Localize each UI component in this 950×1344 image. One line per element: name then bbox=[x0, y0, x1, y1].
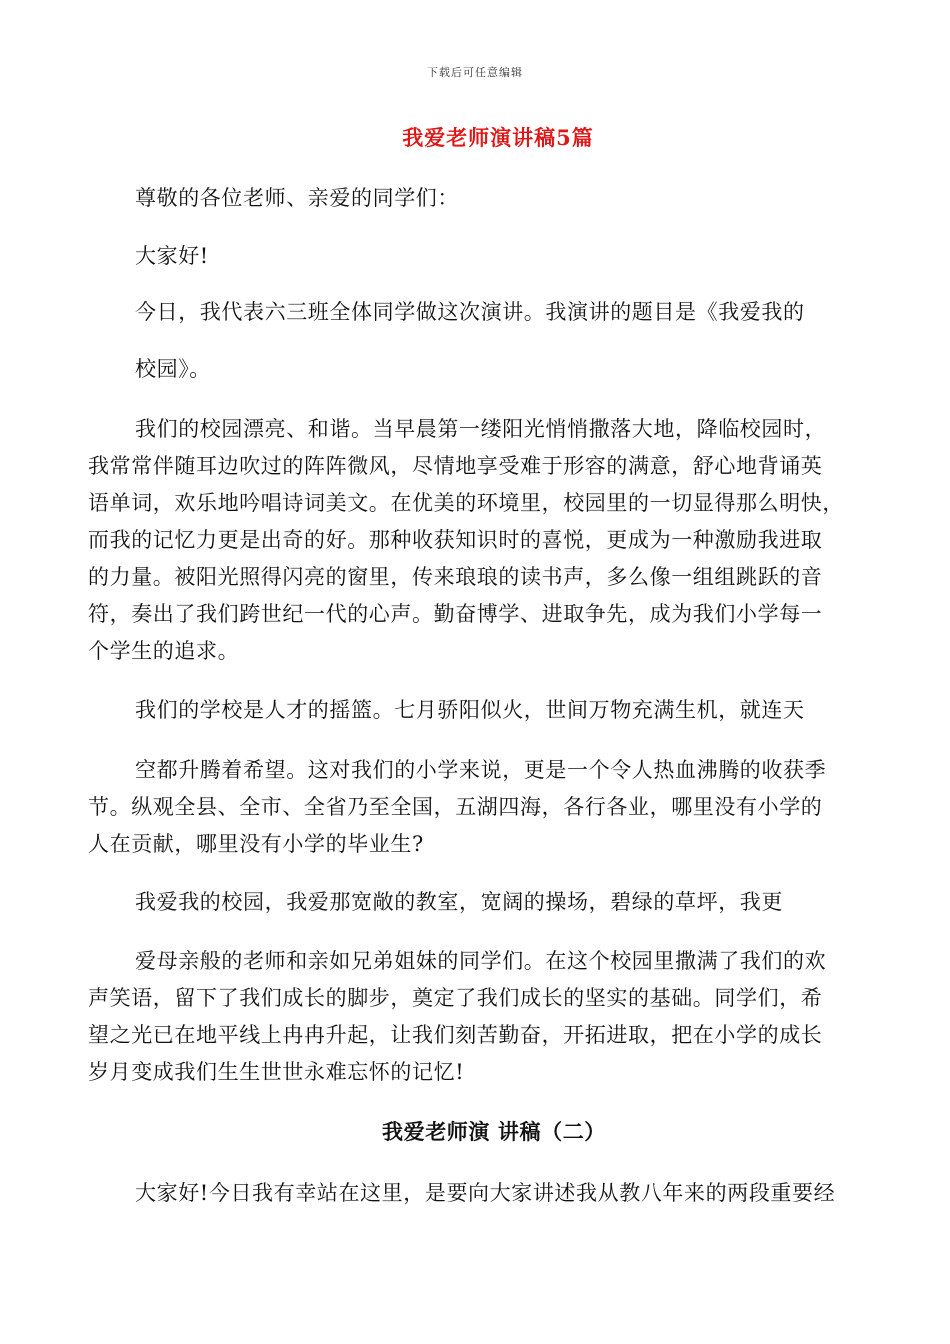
header-note: 下载后可任意编辑 bbox=[427, 66, 523, 79]
text-line: 的力量。被阳光照得闪亮的窗里，传来琅琅的读书声，多么像一组组跳跃的音 bbox=[88, 565, 823, 589]
text-line: 人在贡献，哪里没有小学的毕业生? bbox=[88, 832, 424, 856]
text-line: 语单词，欢乐地吟唱诗词美文。在优美的环境里，校园里的一切显得那么明快， bbox=[88, 491, 844, 515]
text-line: 今日，我代表六三班全体同学做这次演讲。我演讲的题目是《我爱我的 bbox=[135, 300, 805, 324]
section-subtitle: 我爱老师演 讲稿（二） bbox=[382, 1119, 606, 1144]
text-line: 而我的记忆力更是出奇的好。那种收获知识时的喜悦，更成为一种激励我进取 bbox=[88, 528, 823, 552]
text-line: 我们的学校是人才的摇篮。七月骄阳似火，世间万物充满生机，就连天 bbox=[135, 698, 805, 722]
text-line: 尊敬的各位老师、亲爱的同学们： bbox=[135, 186, 459, 210]
text-line: 空都升腾着希望。这对我们的小学来说，更是一个令人热血沸腾的收获季 bbox=[135, 758, 827, 782]
text-line: 符，奏出了我们跨世纪一代的心声。勤奋博学、进取争先，成为我们小学每一 bbox=[88, 602, 823, 626]
text-line: 校园》。 bbox=[135, 357, 211, 381]
text-line: 个学生的追求。 bbox=[88, 639, 240, 663]
text-line: 我爱我的校园，我爱那宽敞的教室，宽阔的操场，碧绿的草坪，我更 bbox=[135, 890, 783, 914]
text-line: 岁月变成我们生生世世永难忘怀的记忆! bbox=[88, 1060, 465, 1084]
text-line: 大家好!今日我有幸站在这里，是要向大家讲述我从教八年来的两段重要经 bbox=[135, 1181, 836, 1205]
document-title: 我爱老师演讲稿5篇 bbox=[402, 125, 594, 150]
text-line: 我们的校园漂亮、和谐。当早晨第一缕阳光悄悄撒落大地，降临校园时， bbox=[135, 417, 827, 441]
text-line: 节。纵观全县、全市、全省乃至全国，五湖四海，各行各业，哪里没有小学的 bbox=[88, 795, 823, 819]
text-line: 我常常伴随耳边吹过的阵阵微风，尽情地享受难于形容的满意，舒心地背诵英 bbox=[88, 454, 823, 478]
text-line: 大家好! bbox=[135, 244, 209, 268]
text-line: 声笑语，留下了我们成长的脚步，奠定了我们成长的坚实的基础。同学们，希 bbox=[88, 986, 823, 1010]
text-line: 望之光已在地平线上冉冉升起，让我们刻苦勤奋，开拓进取，把在小学的成长 bbox=[88, 1023, 823, 1047]
text-line: 爱母亲般的老师和亲如兄弟姐妹的同学们。在这个校园里撒满了我们的欢 bbox=[135, 949, 827, 973]
